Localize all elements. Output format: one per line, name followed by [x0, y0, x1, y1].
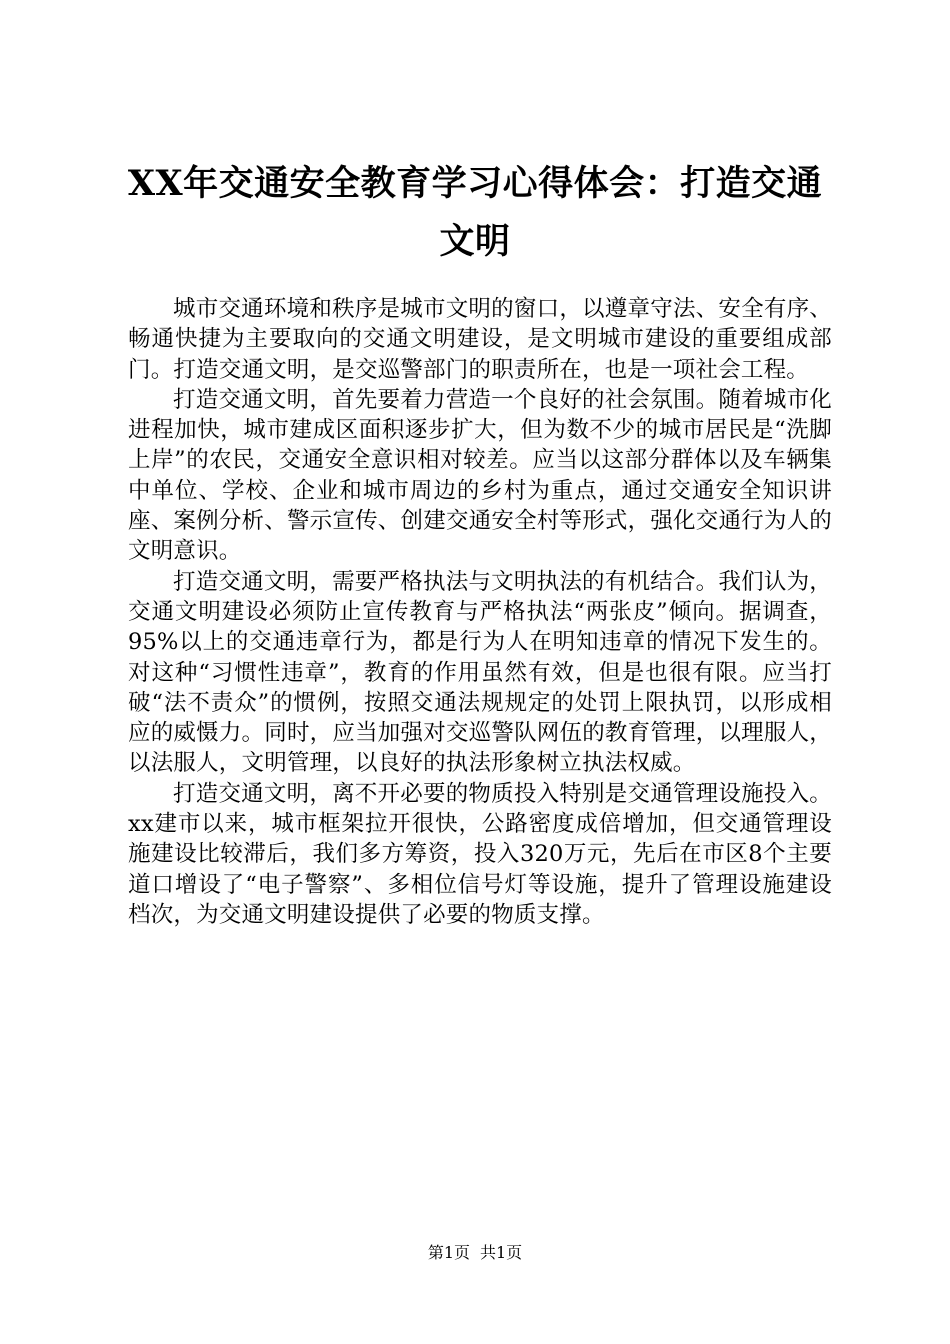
- document-body: [128, 294, 832, 930]
- paragraph-3: 打造交通文明，需要严格执法与文明执法的有机结合。我们认为，交通文明建设必须防止宣传教育与严格执法“两张皮”倾向。据调查，95%以上的交通违章行为，都是行为人在明知违章的情况下发生的。对这种“习惯性违章”，教育的作用虽然有效，但是也很有限。应当打破“法不责众”的惯例，按照交通法规规定的处罚上限执罚，以形成相应的威慑力。同时，应当加强对交巡警队网伍的教育管理，以理服人，以法服人，文明管理，以良好的执法形象树立执法权威。: [128, 568, 832, 777]
- page-total: 共1页: [480, 1243, 523, 1262]
- page-footer: [0, 1242, 950, 1264]
- paragraph-1: 城市交通环境和秩序是城市文明的窗口，以遵章守法、安全有序、畅通快捷为主要取向的交通文明建设，是文明城市建设的重要组成部门。打造交通文明，是交巡警部门的职责所在，也是一项社会工程。: [128, 296, 832, 383]
- document-title-line-2: 文明: [439, 221, 511, 262]
- page-number: 第1页: [427, 1243, 470, 1262]
- paragraph-2: 打造交通文明，首先要着力营造一个良好的社会氛围。随着城市化进程加快，城市建成区面积逐步扩大，但为数不少的城市居民是“洗脚上岸”的农民，交通安全意识相对较差。应当以这部分群体以及车辆集中单位、学校、企业和城市周边的乡村为重点，通过交通安全知识讲座、案例分析、警示宣传、创建交通安全村等形式，强化交通行为人的文明意识。: [128, 386, 832, 565]
- paragraph-4: 打造交通文明，离不开必要的物质投入特别是交通管理设施投入。xx建市以来，城市框架拉开很快，公路密度成倍增加，但交通管理设施建设比较滞后，我们多方筹资，投入320万元，先后在市区8个主要道口增设了“电子警察”、多相位信号灯等设施，提升了管理设施建设档次，为交通文明建设提供了必要的物质支撑。: [128, 780, 832, 928]
- document-title-line-1: XX年交通安全教育学习心得体会：打造交通: [127, 163, 823, 204]
